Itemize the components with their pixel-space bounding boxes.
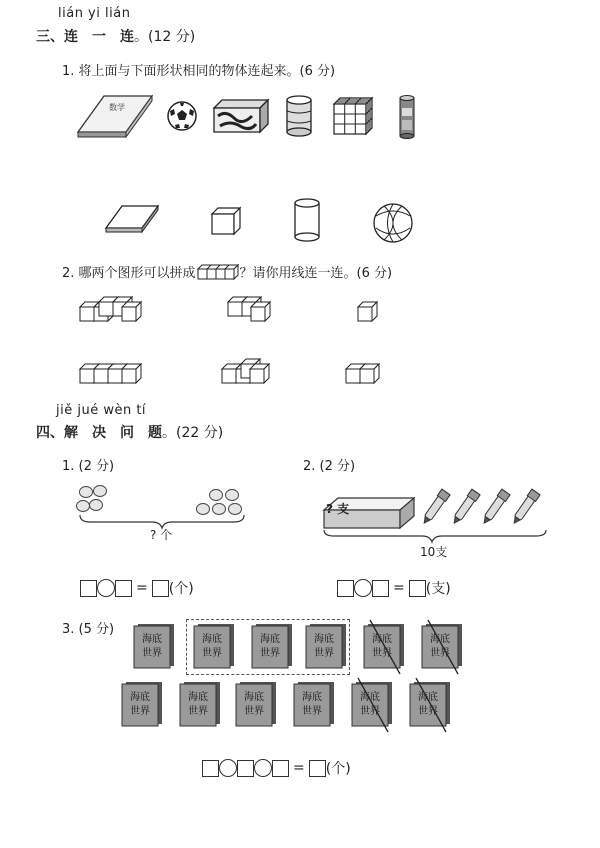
section4-title-text: 四、解 决 问 题 [36, 425, 162, 441]
book-icon [252, 624, 292, 668]
svg-text:世界: 世界 [314, 648, 334, 659]
operator-circle[interactable] [219, 759, 237, 777]
svg-text:海底: 海底 [260, 634, 280, 645]
equals-sign: = [393, 580, 405, 596]
book-icon [236, 682, 276, 726]
equals-sign: = [293, 760, 305, 776]
book-icon [294, 682, 334, 726]
svg-text:海底: 海底 [188, 692, 208, 703]
unit-label: (个) [168, 581, 194, 597]
equals-sign: = [136, 580, 148, 596]
unit-label: (个) [325, 761, 351, 777]
book-icon [122, 682, 162, 726]
answer-box[interactable] [202, 760, 219, 777]
svg-text:海底: 海底 [418, 692, 438, 703]
svg-text:世界: 世界 [188, 706, 208, 717]
svg-text:世界: 世界 [372, 648, 392, 659]
svg-text:世界: 世界 [142, 648, 162, 659]
s3-q2-text-after: ？请你用线连一连。(6 分) [239, 266, 393, 281]
section3-pinyin: lián yi lián [58, 6, 131, 21]
svg-text:世界: 世界 [302, 706, 322, 717]
svg-text:世界: 世界 [430, 648, 450, 659]
svg-text:世界: 世界 [360, 706, 380, 717]
s4-q2-label: 2. (2 分) [303, 459, 356, 474]
s4-q1-brace-label: ? 个 [150, 528, 173, 542]
svg-text:海底: 海底 [372, 634, 392, 645]
svg-text:海底: 海底 [244, 692, 264, 703]
svg-text:世界: 世界 [418, 706, 438, 717]
book-icon [306, 624, 346, 668]
answer-box[interactable] [237, 760, 254, 777]
svg-text:海底: 海底 [314, 634, 334, 645]
book-label: 数学 [109, 103, 125, 112]
s4-q1-label: 1. (2 分) [62, 459, 115, 474]
svg-text:世界: 世界 [202, 648, 222, 659]
s4-q2-box-label: ? 支 [326, 502, 350, 516]
svg-text:海底: 海底 [430, 634, 450, 645]
s3-q2-text-before: 2. 哪两个图形可以拼成 [62, 266, 196, 281]
svg-text:海底: 海底 [360, 692, 380, 703]
s3-q1-text: 1. 将上面与下面形状相同的物体连起来。(6 分) [62, 64, 336, 79]
svg-text:海底: 海底 [302, 692, 322, 703]
s4-q2-brace-label: 10支 [420, 545, 448, 559]
answer-box[interactable] [309, 760, 326, 777]
section4-points: 。(22 分) [162, 425, 224, 441]
svg-text:世界: 世界 [244, 706, 264, 717]
unit-label: (支) [425, 581, 451, 597]
svg-text:海底: 海底 [130, 692, 150, 703]
svg-text:海底: 海底 [142, 634, 162, 645]
section3-title-text: 三、连 一 连 [36, 29, 134, 45]
book-icon [180, 682, 220, 726]
s4-q3-label: 3. (5 分) [62, 622, 115, 637]
operator-circle[interactable] [254, 759, 272, 777]
section4-pinyin: jiě jué wèn tí [56, 403, 147, 418]
svg-text:世界: 世界 [260, 648, 280, 659]
s4-q3-equation [202, 758, 351, 778]
book-icon [134, 624, 174, 668]
svg-text:世界: 世界 [130, 706, 150, 717]
answer-box[interactable] [272, 760, 289, 777]
svg-text:海底: 海底 [202, 634, 222, 645]
book-icon [194, 624, 234, 668]
section3-points: 。(12 分) [134, 29, 196, 45]
